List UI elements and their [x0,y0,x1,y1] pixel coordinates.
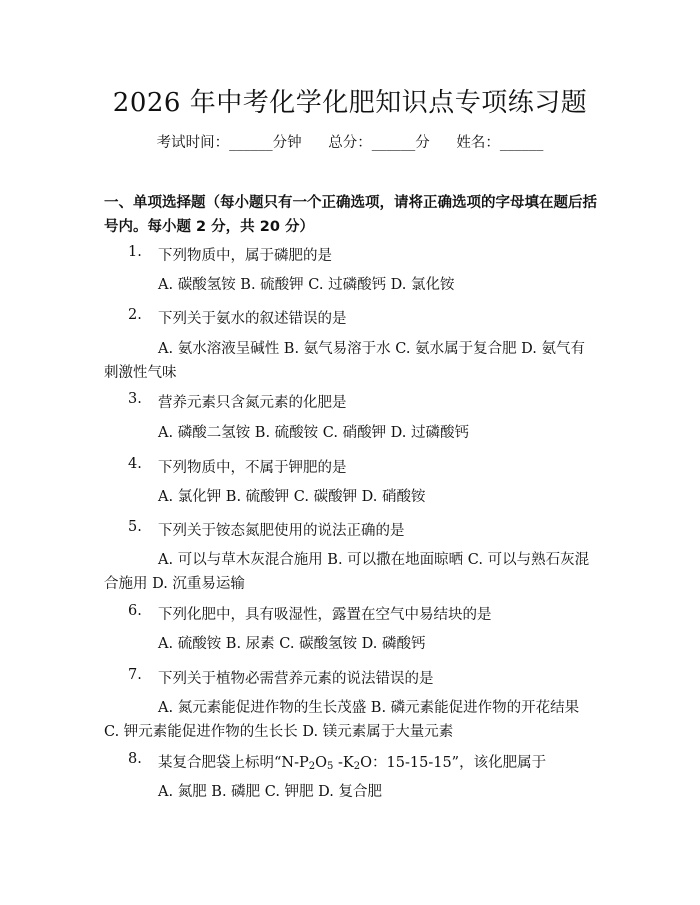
subscript: 2 [308,761,316,772]
stem-text: 某复合肥袋上标明“N-P [158,755,309,771]
page-title: 2026 年中考化学化肥知识点专项练习题 [112,88,588,118]
exam-info-line [0,131,700,152]
question-number: 3. [128,391,142,407]
question-stem: 营养元素只含氮元素的化肥是 [158,395,347,411]
stem-text: O：15-15-15”，该化肥属于 [360,755,547,771]
exam-time-field: 考试时间：______分钟 [156,135,302,151]
stem-text: -K [333,755,354,771]
question-6-options: A. 硫酸铵 B. 尿素 C. 碳酸氢铵 D. 磷酸钙 [158,636,426,652]
question-number: 8. [128,751,142,767]
question-number: 5. [128,519,142,535]
question-number: 7. [128,667,142,683]
question-stem [158,751,546,772]
question-stem: 下列物质中，属于磷肥的是 [158,248,332,264]
subscript: 2 [353,761,361,772]
question-5-options: A. 可以与草木灰混合施用 B. 可以撒在地面晾晒 C. 可以与熟石灰混合施用 D. 沉重易运输 [104,552,590,592]
question-7-options: A. 氮元素能促进作物的生长茂盛 B. 磷元素能促进作物的开花结果 C. 钾元素能促进作物的生长长 D. 镁元素属于大量元素 [104,700,580,740]
question-stem: 下列化肥中，具有吸湿性，露置在空气中易结块的是 [158,607,492,623]
total-score-field: 总分：______分 [328,135,430,151]
question-number: 4. [128,456,142,472]
question-number: 1. [128,244,142,260]
question-stem: 下列关于铵态氮肥使用的说法正确的是 [158,523,405,539]
question-stem: 下列关于氨水的叙述错误的是 [158,311,347,327]
subscript: 5 [327,761,334,772]
question-number: 2. [128,307,142,323]
question-2-options: A. 氨水溶液呈碱性 B. 氨气易溶于水 C. 氨水属于复合肥 D. 氨气有刺激性气味 [104,341,586,381]
section-heading: 一、单项选择题（每小题只有一个正确选项，请将正确选项的字母填在题后括号内。每小题 2 分，共 20 分） [104,195,597,235]
student-name-field: 姓名：______ [456,135,544,151]
question-number: 6. [128,603,142,619]
question-stem: 下列关于植物必需营养元素的说法错误的是 [158,671,434,687]
question-4-options: A. 氯化钾 B. 硫酸钾 C. 碳酸钾 D. 硝酸铵 [158,489,426,505]
question-3-options: A. 磷酸二氢铵 B. 硫酸铵 C. 硝酸钾 D. 过磷酸钙 [158,425,470,441]
question-stem: 下列物质中，不属于钾肥的是 [158,460,347,476]
stem-text: O [315,755,328,771]
question-1-options: A. 碳酸氢铵 B. 硫酸钾 C. 过磷酸钙 D. 氯化铵 [158,277,455,293]
question-8-options: A. 氮肥 B. 磷肥 C. 钾肥 D. 复合肥 [158,784,383,800]
